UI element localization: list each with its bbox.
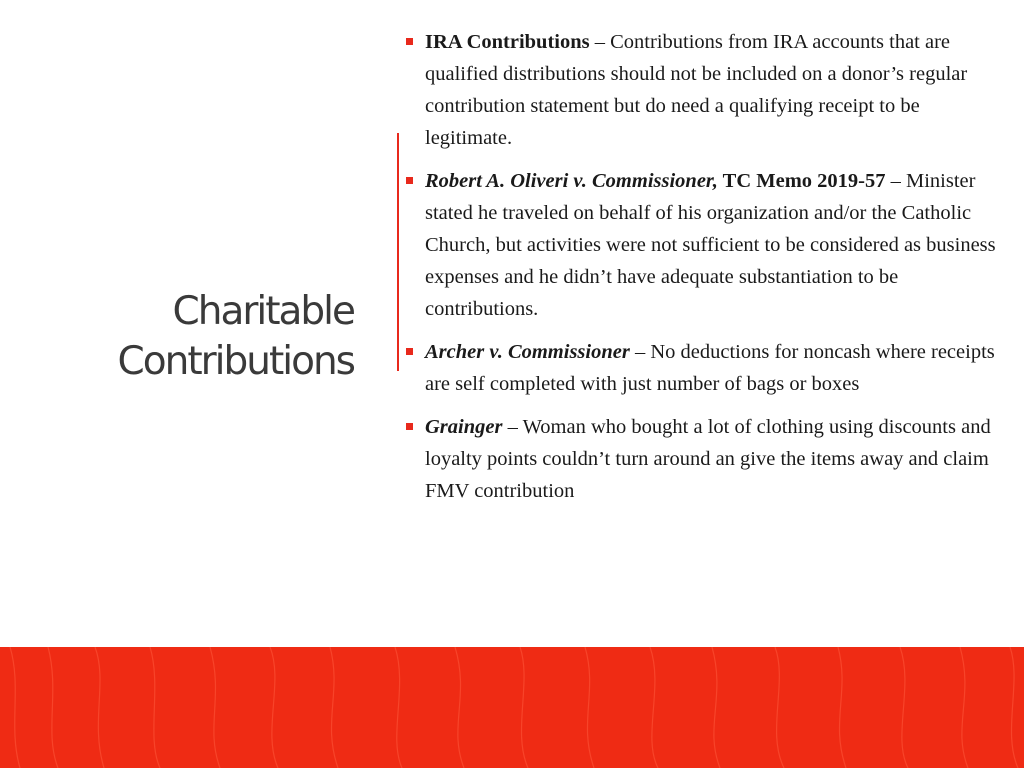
slide-title	[118, 287, 354, 387]
bullet-text: – No deductions for noncash where receipts are self completed with just number of bags or boxes	[425, 341, 995, 395]
bullet-lead: IRA Contributions	[425, 31, 590, 53]
bullet-lead-citation: TC Memo 2019-57	[717, 170, 886, 192]
bullet-text: – Minister stated he traveled on behalf of his organization and/or the Catholic Church, but activities were not sufficient to be considered as business expenses and he didn’t have adequate substantiation to be contributions.	[425, 170, 996, 320]
decorative-red-band	[0, 647, 1024, 768]
title-line-1: Charitable	[172, 289, 354, 334]
bullet-archer-case	[404, 336, 1004, 400]
bullet-lead: Robert A. Oliveri v. Commissioner,	[425, 170, 718, 192]
square-bullet-icon	[406, 423, 413, 430]
bullet-ira-contributions	[404, 26, 1004, 154]
bullet-oliveri-case	[404, 165, 1004, 325]
band-stripes-icon	[0, 647, 1024, 768]
bullet-grainger-case	[404, 411, 1004, 507]
bullet-lead: Archer v. Commissioner	[425, 341, 630, 363]
bullet-lead: Grainger	[425, 416, 503, 438]
vertical-divider	[397, 133, 399, 371]
bullet-list	[404, 26, 1004, 518]
square-bullet-icon	[406, 38, 413, 45]
bullet-text: – Woman who bought a lot of clothing using discounts and loyalty points couldn’t turn around an give the items away and claim FMV contribution	[425, 416, 991, 502]
square-bullet-icon	[406, 177, 413, 184]
title-line-2: Contributions	[117, 339, 354, 384]
bullet-text: – Contributions from IRA accounts that are qualified distributions should not be included on a donor’s regular contribution statement but do need a qualifying receipt to be legitimate.	[425, 31, 968, 149]
square-bullet-icon	[406, 348, 413, 355]
